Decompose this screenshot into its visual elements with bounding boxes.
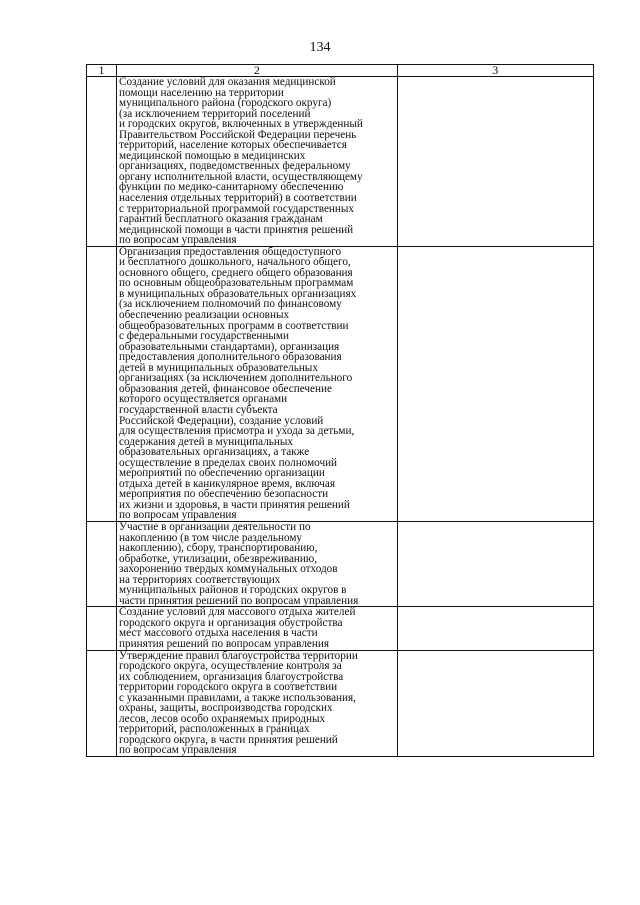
text-line: части принятия решений по вопросам управления [119, 594, 359, 607]
text-line: охраны, защиты, воспроизводства городских [119, 702, 333, 715]
text-line: Организация предоставления общедоступного [119, 245, 342, 258]
text-line: Правительством Российской Федерации перечень [119, 128, 357, 141]
cell-col-3 [397, 521, 593, 606]
powers-table [86, 64, 594, 757]
text-line: с федеральными государственными [119, 330, 289, 343]
text-line: Участие в организации деятельности по [119, 520, 311, 533]
cell-col-3 [397, 607, 593, 650]
text-line: Создание условий для массового отдыха жителей [119, 606, 356, 619]
text-line: которого осуществляется органами [119, 393, 288, 406]
text-line: отдыха детей в каникулярное время, включая [119, 477, 336, 490]
text-line: накоплению (в том числе раздельному [119, 531, 303, 544]
text-line: (за исключением территорий поселений [119, 107, 311, 120]
cell-col-1 [87, 246, 117, 521]
authority-description [117, 77, 397, 246]
authority-description [117, 651, 397, 756]
text-line: мероприятий по обеспечению организации [119, 467, 325, 480]
cell-col-3 [397, 650, 593, 756]
text-line: образовательных организациях, а также [119, 446, 310, 459]
table-row [87, 650, 594, 756]
text-line: территорий, население которых обеспечивается [119, 139, 347, 152]
text-line: с указанными правилами, а также использования, [119, 691, 356, 704]
text-line: на территориях соответствующих [119, 573, 281, 586]
text-line: по основным общеобразовательным программам [119, 277, 354, 290]
column-header-3: 3 [397, 65, 593, 77]
table-row [87, 521, 594, 606]
text-line: образования детей, финансовое обеспечение [119, 382, 332, 395]
text-line: территории городского округа в соответствии [119, 681, 338, 694]
cell-col-2 [117, 77, 398, 247]
page-number: 134 [309, 40, 331, 55]
text-line: помощи населению на территории [119, 86, 284, 99]
cell-col-2 [117, 246, 398, 521]
text-line: по вопросам управления [119, 509, 237, 522]
cell-col-1 [87, 650, 117, 756]
table-row [87, 246, 594, 521]
text-line: организациях, подведомственных федеральному [119, 160, 351, 173]
text-line: накоплению), сбору, транспортированию, [119, 542, 318, 555]
text-line: населения отдельных территорий) в соответствии [119, 192, 357, 205]
text-line: гарантий бесплатного оказания гражданам [119, 213, 323, 226]
text-line: организациях (за исключением дополнительного [119, 372, 353, 385]
authority-description [117, 247, 397, 521]
text-line: по вопросам управления [119, 744, 237, 757]
text-line: Российской Федерации), создание условий [119, 414, 324, 427]
text-line: принятия решений по вопросам управления [119, 637, 329, 650]
text-line: основного общего, среднего общего образования [119, 266, 353, 279]
text-line: образовательными стандартами), организация [119, 340, 340, 353]
text-line: предоставления дополнительного образования [119, 351, 342, 364]
column-header-1: 1 [87, 65, 117, 77]
text-line: медицинской помощи в части принятия решений [119, 223, 354, 236]
text-line: в муниципальных образовательных организациях [119, 287, 357, 300]
text-line: детей в муниципальных образовательных [119, 361, 318, 374]
text-line: городского округа и организация обустройства [119, 616, 343, 629]
text-line: Создание условий для оказания медицинской [119, 76, 336, 88]
cell-col-1 [87, 521, 117, 606]
table-row [87, 607, 594, 650]
text-line: для осуществления присмотра и ухода за детьми, [119, 425, 355, 438]
authority-description [117, 607, 397, 649]
table-body [87, 77, 594, 757]
text-line: муниципального района (городского округа) [119, 97, 332, 110]
cell-col-2 [117, 607, 398, 650]
table-header-row [87, 65, 594, 77]
text-line: Утверждение правил благоустройства территории [119, 649, 358, 662]
cell-col-3 [397, 246, 593, 521]
text-line: их соблюдением, организация благоустройства [119, 670, 344, 683]
text-line: их жизни и здоровья, в части принятия решений [119, 498, 350, 511]
text-line: органу исполнительной власти, осуществляющему [119, 170, 363, 183]
text-line: осуществление в пределах своих полномочий [119, 456, 338, 469]
cell-col-1 [87, 77, 117, 247]
text-line: содержания детей в муниципальных [119, 435, 293, 448]
cell-col-1 [87, 607, 117, 650]
text-line: по вопросам управления [119, 234, 237, 247]
cell-col-2 [117, 521, 398, 606]
text-line: обеспечению реализации основных [119, 309, 290, 322]
text-line: мероприятия по обеспечению безопасности [119, 488, 329, 501]
text-line: обработке, утилизации, обезвреживанию, [119, 552, 318, 565]
text-line: и городских округов, включенных в утвержденный [119, 118, 363, 131]
text-line: государственной власти субъекта [119, 403, 278, 416]
text-line: функции по медико-санитарному обеспечению [119, 181, 344, 194]
text-line: лесов, лесов особо охраняемых природных [119, 712, 326, 725]
text-line: территорий, расположенных в границах [119, 723, 310, 736]
text-line: общеобразовательных программ в соответствии [119, 319, 349, 332]
cell-col-2 [117, 650, 398, 756]
cell-col-3 [397, 77, 593, 247]
text-line: захоронению твердых коммунальных отходов [119, 563, 338, 576]
text-line: городского округа, осуществление контроля за [119, 660, 342, 673]
text-line: городского округа, в части принятия решений [119, 733, 338, 746]
text-line: медицинской помощью в медицинских [119, 149, 306, 162]
text-line: (за исключением полномочий по финансовому [119, 298, 342, 311]
authority-description [117, 522, 397, 606]
text-line: с территориальной программой государственных [119, 202, 354, 215]
text-line: муниципальных районов и городских округов в [119, 584, 347, 597]
table-row [87, 77, 594, 247]
text-line: и бесплатного дошкольного, начального общего, [119, 256, 351, 269]
text-line: мест массового отдыха населения в части [119, 627, 318, 640]
column-header-2: 2 [117, 65, 398, 77]
